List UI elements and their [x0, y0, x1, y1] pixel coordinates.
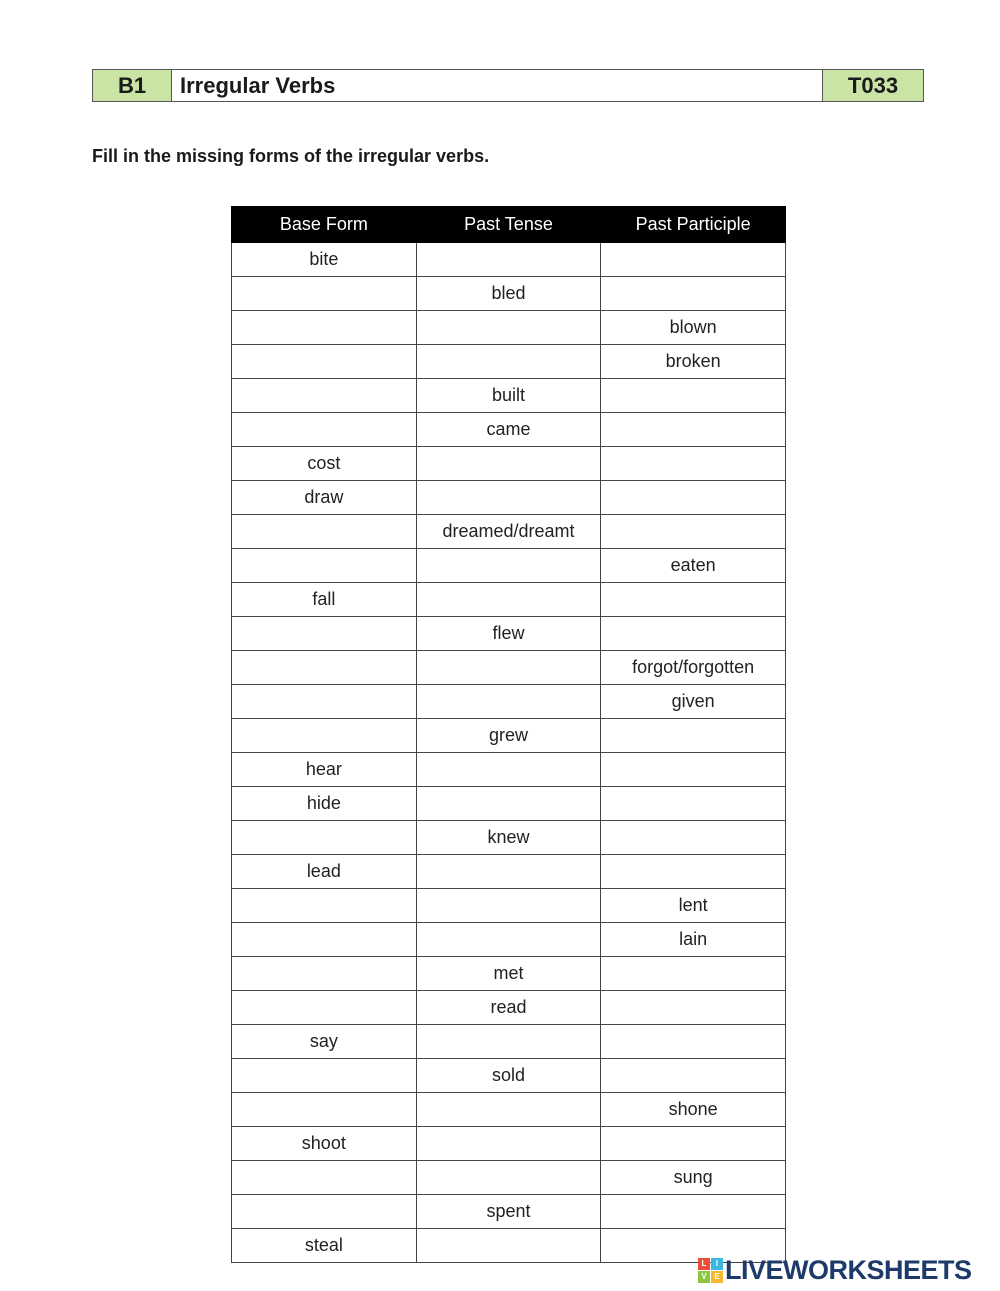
table-cell: met [416, 957, 601, 991]
table-cell[interactable] [601, 855, 786, 889]
table-cell: read [416, 991, 601, 1025]
table-cell[interactable] [232, 685, 417, 719]
table-cell[interactable] [601, 243, 786, 277]
table-cell[interactable] [416, 447, 601, 481]
table-cell[interactable] [416, 311, 601, 345]
table-cell[interactable] [416, 855, 601, 889]
table-row [232, 243, 786, 277]
table-cell[interactable] [416, 1025, 601, 1059]
table-cell[interactable] [232, 1195, 417, 1229]
table-cell[interactable] [232, 1093, 417, 1127]
table-cell[interactable] [416, 889, 601, 923]
column-header: Past Tense [416, 207, 601, 243]
table-row [232, 651, 786, 685]
table-cell[interactable] [601, 413, 786, 447]
table-cell: lent [601, 889, 786, 923]
table-cell[interactable] [601, 481, 786, 515]
table-cell[interactable] [601, 957, 786, 991]
instructions: Fill in the missing forms of the irregular verbs. [92, 146, 490, 166]
table-cell: grew [416, 719, 601, 753]
table-cell[interactable] [232, 821, 417, 855]
table-cell[interactable] [232, 651, 417, 685]
table-row [232, 787, 786, 821]
worksheet-header [92, 69, 924, 102]
column-header: Base Form [232, 207, 417, 243]
table-cell: built [416, 379, 601, 413]
logo-square: I [711, 1258, 723, 1270]
table-cell: knew [416, 821, 601, 855]
table-cell[interactable] [416, 345, 601, 379]
table-cell[interactable] [416, 1093, 601, 1127]
worksheet-code: T033 [822, 70, 923, 101]
table-cell: bite [232, 243, 417, 277]
column-header: Past Participle [601, 207, 786, 243]
table-cell[interactable] [416, 549, 601, 583]
table-cell: given [601, 685, 786, 719]
table-cell: hide [232, 787, 417, 821]
table-row [232, 685, 786, 719]
table-cell[interactable] [601, 515, 786, 549]
table-row [232, 277, 786, 311]
table-cell[interactable] [601, 379, 786, 413]
logo-square: L [698, 1258, 710, 1270]
table-row [232, 345, 786, 379]
table-row [232, 515, 786, 549]
table-cell[interactable] [601, 583, 786, 617]
table-row [232, 1195, 786, 1229]
worksheet-title: Irregular Verbs [180, 72, 336, 98]
table-cell[interactable] [416, 923, 601, 957]
table-cell[interactable] [416, 651, 601, 685]
table-row [232, 583, 786, 617]
table-row [232, 1127, 786, 1161]
table-cell: fall [232, 583, 417, 617]
table-cell[interactable] [232, 923, 417, 957]
table-cell[interactable] [232, 379, 417, 413]
logo-square: V [698, 1271, 710, 1283]
table-cell[interactable] [232, 1059, 417, 1093]
table-cell: sold [416, 1059, 601, 1093]
table-cell: cost [232, 447, 417, 481]
table-cell[interactable] [232, 413, 417, 447]
table-cell: hear [232, 753, 417, 787]
table-cell[interactable] [416, 787, 601, 821]
table-cell[interactable] [416, 753, 601, 787]
table-cell[interactable] [232, 515, 417, 549]
table-cell[interactable] [232, 991, 417, 1025]
table-row [232, 821, 786, 855]
table-cell: dreamed/dreamt [416, 515, 601, 549]
table-cell[interactable] [601, 719, 786, 753]
table-row [232, 1025, 786, 1059]
table-row [232, 549, 786, 583]
table-header-row [232, 207, 786, 243]
table-cell[interactable] [601, 1025, 786, 1059]
table-cell[interactable] [601, 617, 786, 651]
table-cell: blown [601, 311, 786, 345]
table-cell[interactable] [601, 821, 786, 855]
table-cell[interactable] [416, 685, 601, 719]
table-row [232, 447, 786, 481]
table-row [232, 1161, 786, 1195]
table-cell[interactable] [232, 719, 417, 753]
brand-name: LIVEWORKSHEETS [725, 1254, 972, 1285]
table-row [232, 617, 786, 651]
table-cell: lead [232, 855, 417, 889]
table-cell[interactable] [232, 549, 417, 583]
table-cell: sung [601, 1161, 786, 1195]
table-cell: eaten [601, 549, 786, 583]
table-cell[interactable] [232, 345, 417, 379]
table-row [232, 957, 786, 991]
table-cell[interactable] [416, 481, 601, 515]
table-cell[interactable] [232, 1161, 417, 1195]
table-cell[interactable] [232, 277, 417, 311]
table-cell[interactable] [416, 1127, 601, 1161]
table-cell[interactable] [601, 753, 786, 787]
table-cell[interactable] [601, 787, 786, 821]
table-row [232, 311, 786, 345]
table-cell: bled [416, 277, 601, 311]
table-row [232, 923, 786, 957]
table-cell: broken [601, 345, 786, 379]
table-cell[interactable] [416, 583, 601, 617]
liveworksheets-brand [698, 1255, 972, 1285]
table-cell: say [232, 1025, 417, 1059]
table-row [232, 481, 786, 515]
table-row [232, 379, 786, 413]
table-row [232, 719, 786, 753]
table-cell: forgot/forgotten [601, 651, 786, 685]
table-cell[interactable] [601, 1059, 786, 1093]
logo-square: E [711, 1271, 723, 1283]
table-cell: steal [232, 1229, 417, 1263]
verbs-table [231, 206, 786, 1263]
table-cell: spent [416, 1195, 601, 1229]
table-cell[interactable] [416, 1229, 601, 1263]
table-row [232, 855, 786, 889]
table-row [232, 1059, 786, 1093]
table-cell: lain [601, 923, 786, 957]
table-cell: came [416, 413, 601, 447]
table-cell: shoot [232, 1127, 417, 1161]
table-row [232, 991, 786, 1025]
table-row [232, 753, 786, 787]
table-cell[interactable] [601, 447, 786, 481]
table-row [232, 889, 786, 923]
table-cell[interactable] [232, 957, 417, 991]
table-cell[interactable] [601, 1195, 786, 1229]
table-row [232, 413, 786, 447]
table-cell: shone [601, 1093, 786, 1127]
table-cell[interactable] [601, 991, 786, 1025]
table-cell: flew [416, 617, 601, 651]
table-cell[interactable] [601, 1127, 786, 1161]
table-cell[interactable] [416, 1161, 601, 1195]
level-label: B1 [93, 70, 172, 101]
table-cell: draw [232, 481, 417, 515]
table-row [232, 1093, 786, 1127]
table-cell[interactable] [232, 617, 417, 651]
table-cell[interactable] [232, 889, 417, 923]
table-cell[interactable] [601, 277, 786, 311]
table-cell[interactable] [416, 243, 601, 277]
liveworksheets-logo-icon [698, 1258, 723, 1283]
table-cell[interactable] [232, 311, 417, 345]
